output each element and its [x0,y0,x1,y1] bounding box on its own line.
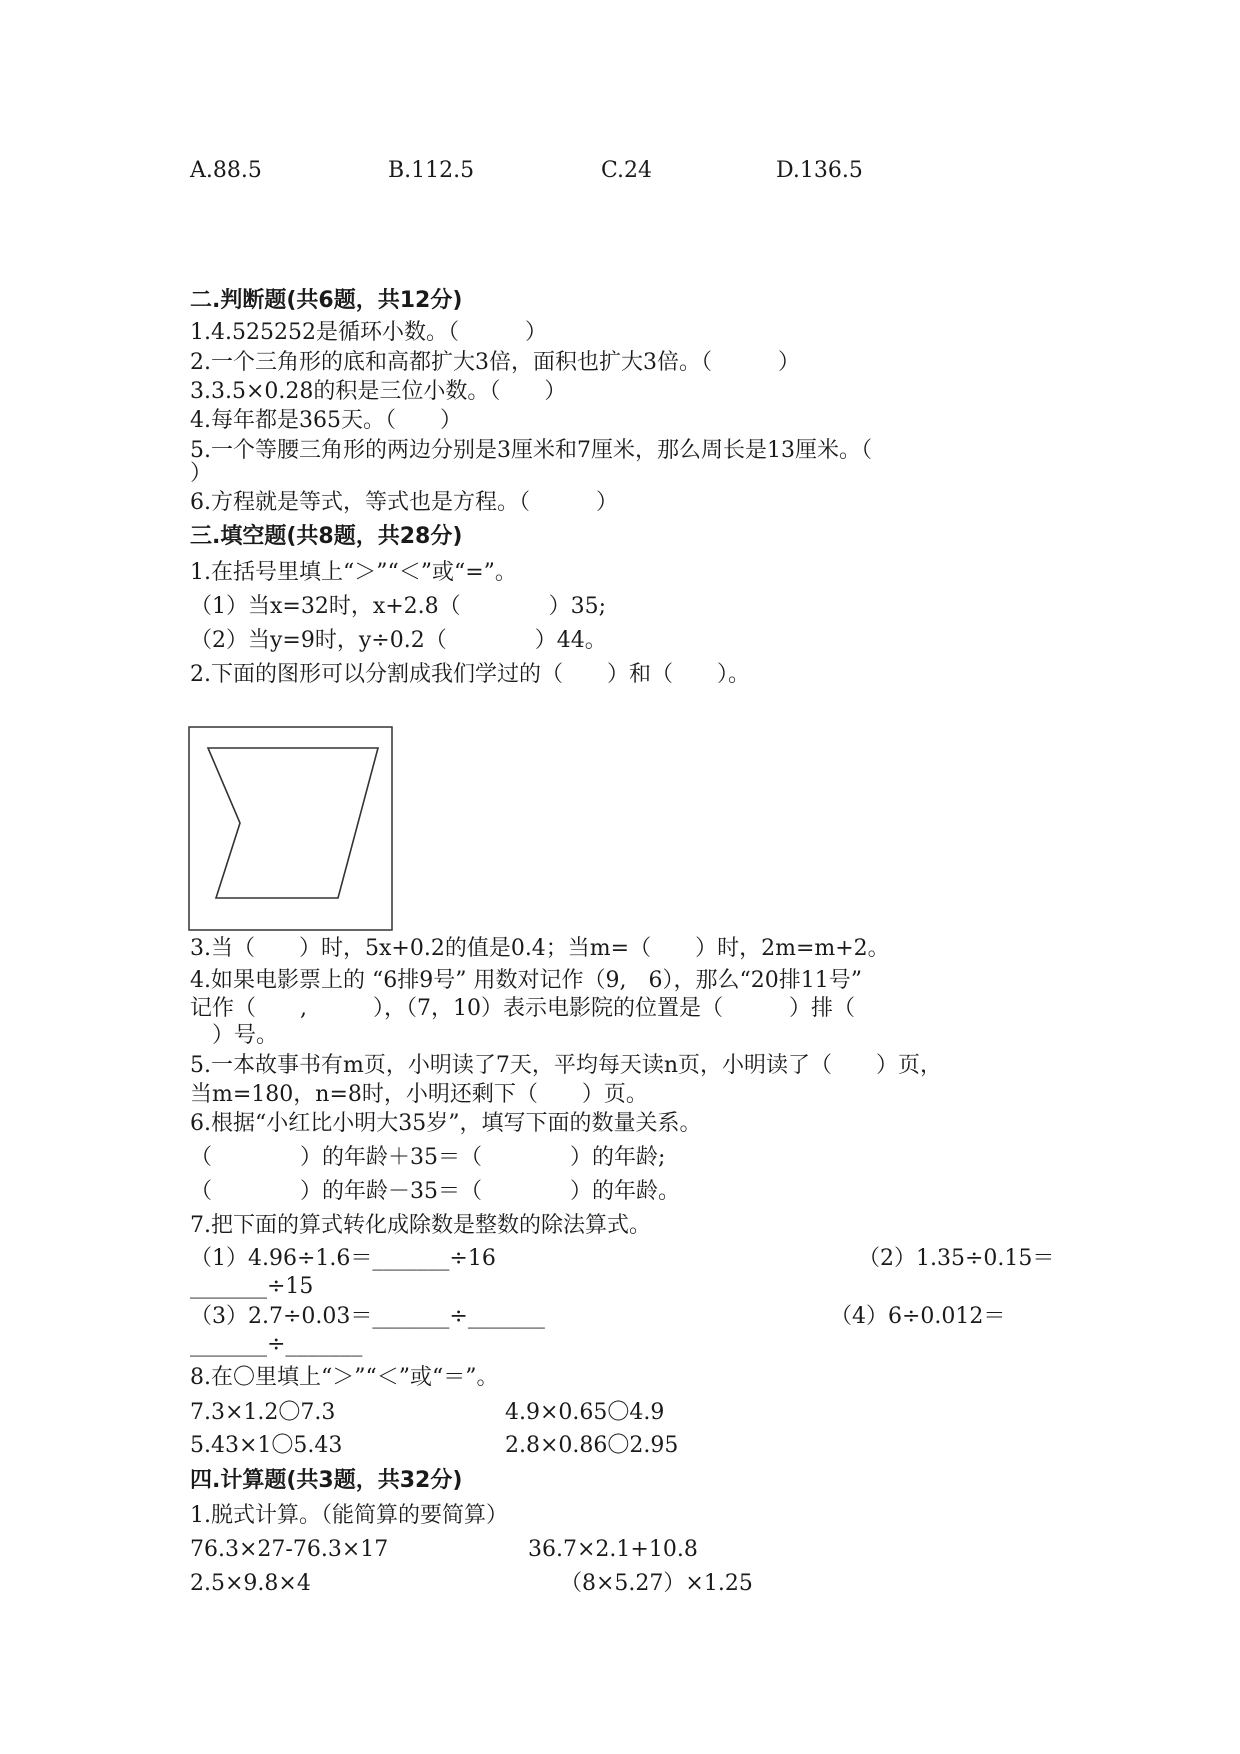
calc-expression-2: 36.7×2.1+10.8 [528,1537,698,1562]
fill-question-8: 8.在〇里填上“＞”“＜”或“＝”。 [190,1365,499,1390]
option-c: C.24 [601,158,653,183]
judgment-question-5-cont: ） [190,461,213,486]
fill-question-1: 1.在括号里填上“＞”“＜”或“=”。 [190,560,517,585]
judgment-question-1: 1.4.525252是循环小数。（ ） [190,320,547,345]
compare-item-3: 5.43×1〇5.43 [190,1433,343,1458]
option-d: D.136.5 [776,158,863,183]
fill-question-4: 4.如果电影票上的 “6排9号” 用数对记作（9, 6），那么“20排11号” [190,968,862,993]
fill-question-4-cont-2: ）号。 [190,1023,279,1048]
compare-item-1: 7.3×1.2〇7.3 [190,1400,336,1425]
option-b: B.112.5 [388,158,475,183]
fill-question-3: 3.当（ ）时，5x+0.2的值是0.4；当m=（ ）时，2m=m+2。 [190,936,890,961]
calc-expression-1: 76.3×27-76.3×17 [190,1537,389,1562]
trapezoid-notched-shape [208,748,378,898]
fill-question-7: 7.把下面的算式转化成除数是整数的除法算式。 [190,1213,651,1238]
judgment-question-2: 2.一个三角形的底和高都扩大3倍，面积也扩大3倍。（ ） [190,350,800,375]
judgment-question-5: 5.一个等腰三角形的两边分别是3厘米和7厘米，那么周长是13厘米。（ [190,438,872,463]
composite-shape-figure [188,726,393,931]
fill-question-2: 2.下面的图形可以分割成我们学过的（ ）和（ ）。 [190,662,750,687]
fill-question-5: 5.一本故事书有m页，小明读了7天，平均每天读n页，小明读了（ ）页， [190,1053,943,1078]
fill-question-7-part-4: （4）6÷0.012＝ [830,1304,1006,1329]
calc-expression-4: （8×5.27）×1.25 [560,1571,753,1596]
fill-question-7-part-1: （1）4.96÷1.6＝_______÷16 [190,1246,496,1271]
fill-question-7-part-2-cont: _______÷15 [190,1274,314,1299]
fill-question-1-part-2: （2）当y=9时，y÷0.2（ ）44。 [190,628,607,653]
fill-question-1-part-1: （1）当x=32时，x+2.8（ ）35; [190,594,607,619]
compare-item-2: 4.9×0.65〇4.9 [505,1400,665,1425]
fill-question-7-part-4-cont: _______÷_______ [190,1332,363,1357]
fill-question-6: 6.根据“小红比小明大35岁”，填写下面的数量关系。 [190,1111,702,1136]
calc-expression-3: 2.5×9.8×4 [190,1571,311,1596]
fill-question-6-part-2: （ ）的年龄－35＝（ ）的年龄。 [190,1179,680,1204]
compare-item-4: 2.8×0.86〇2.95 [505,1433,679,1458]
fill-question-5-cont: 当m=180，n=8时，小明还剩下（ ）页。 [190,1082,648,1107]
figure-frame [189,727,392,930]
calc-question-1: 1.脱式计算。（能简算的要简算） [190,1503,508,1528]
fill-question-4-cont-1: 记作（ , ），（7，10）表示电影院的位置是（ ）排（ [190,996,855,1021]
fill-question-6-part-1: （ ）的年龄＋35＝（ ）的年龄; [190,1145,666,1170]
section-heading-calculation: 四.计算题(共3题，共32分) [190,1468,463,1493]
fill-question-7-part-3: （3）2.7÷0.03＝_______÷_______ [190,1304,545,1329]
section-heading-judgment: 二.判断题(共6题，共12分) [190,288,463,313]
section-heading-fill: 三.填空题(共8题，共28分) [190,524,463,549]
option-a: A.88.5 [190,158,262,183]
judgment-question-3: 3.3.5×0.28的积是三位小数。（ ） [190,379,567,404]
judgment-question-6: 6.方程就是等式，等式也是方程。（ ） [190,490,618,515]
fill-question-7-part-2: （2）1.35÷0.15＝ [858,1246,1055,1271]
judgment-question-4: 4.每年都是365天。（ ） [190,408,462,433]
